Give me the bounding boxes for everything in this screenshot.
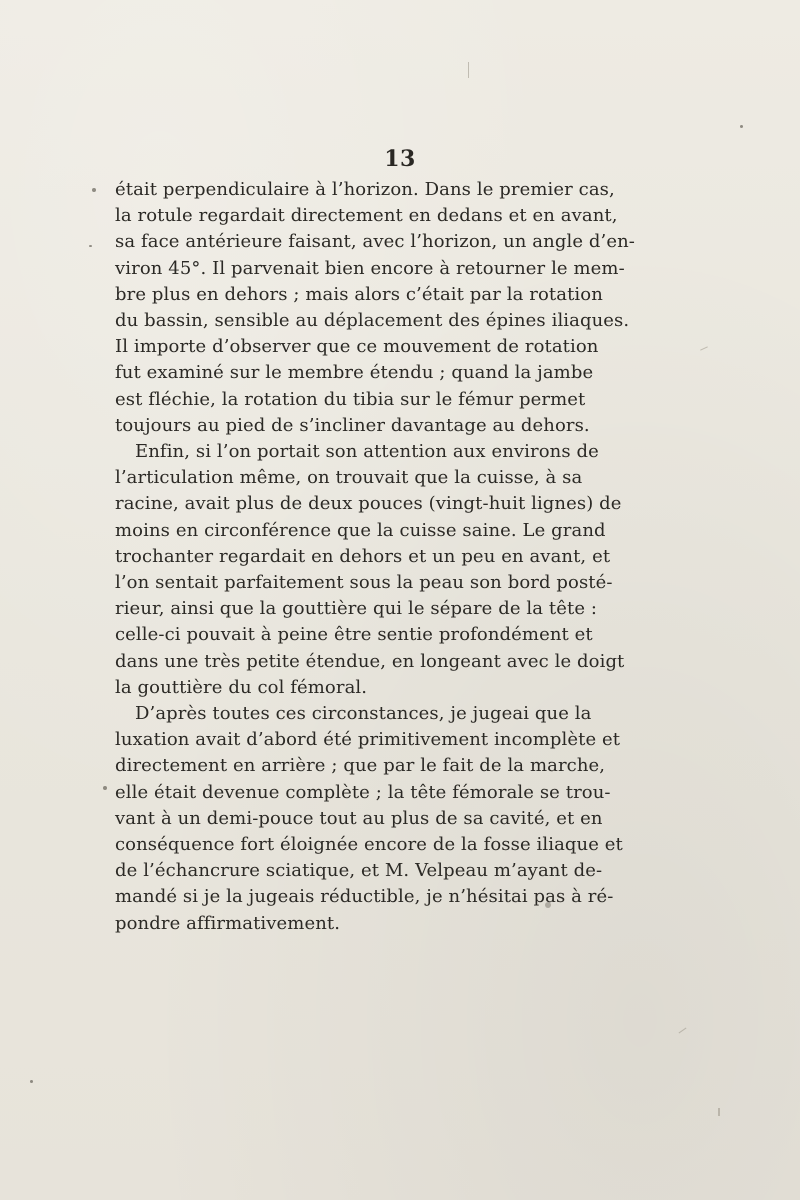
text-line: trochanter regardait en dehors et un peu en avant, et [115,545,611,567]
paper-scratch [718,1108,720,1116]
text-line: celle-ci pouvait à peine être sentie profondément et [115,624,593,646]
text-line: était perpendiculaire à l’horizon. Dans le premier cas, [115,179,615,200]
text-line: dans une très petite étendue, en longeant avec le doigt [115,650,625,672]
paper-speck [545,902,551,908]
paper-speck [103,786,107,790]
paper-scratch [700,346,708,350]
text-line: luxation avait d’abord été primitivement incomplète et [115,729,621,751]
text-line: la gouttière du col fémoral. [115,676,368,698]
text-line: bre plus en dehors ; mais alors c’était par la rotation [115,283,603,305]
paper-speck [740,125,743,128]
text-line: viron 45°. Il parvenait bien encore à retourner le mem- [115,257,625,279]
text-line: vant à un demi-pouce tout au plus de sa cavité, et en [115,807,603,829]
text-line: racine, avait plus de deux pouces (vingt-huit lignes) de [115,493,622,515]
text-line: pondre affirmativement. [115,912,341,934]
text-line: la rotule regardait directement en dedans et en avant, [115,205,618,227]
text-line: sa face antérieure faisant, avec l’horizon, un angle d’en- [115,231,635,253]
text-line: directement en arrière ; que par le fait de la marche, [115,755,606,777]
text-line: est fléchie, la rotation du tibia sur le fémur permet [115,388,586,410]
text-line: Il importe d’observer que ce mouvement de rotation [115,336,599,358]
text-line: de l’échancrure sciatique, et M. Velpeau m’ayant de- [115,860,603,882]
paper-speck [92,188,96,192]
text-line: Enfin, si l’on portait son attention aux environs de [135,441,599,462]
text-line: mandé si je la jugeais réductible, je n’hésitai pas à ré- [115,886,614,908]
text-line: conséquence fort éloignée encore de la fosse iliaque et [115,834,623,855]
paper-speck [30,1080,33,1083]
page-number: 13 [384,146,416,172]
text-line: elle était devenue complète ; la tête fémorale se trou- [115,781,611,803]
paper-speck [89,245,92,247]
text-line: rieur, ainsi que la gouttière qui le sépare de la tête : [115,598,598,620]
paper-scratch [679,1028,687,1034]
text-line: l’articulation même, on trouvait que la cuisse, à sa [115,467,583,489]
text-line: fut examiné sur le membre étendu ; quand la jambe [115,362,594,384]
text-line: toujours au pied de s’incliner davantage au dehors. [115,414,590,436]
text-line: l’on sentait parfaitement sous la peau son bord posté- [115,572,613,593]
body-text [115,178,635,968]
text-line: D’après toutes ces circonstances, je jugeai que la [135,703,592,724]
text-line: du bassin, sensible au déplacement des épines iliaques. [115,310,630,331]
paper-scratch [468,62,469,78]
text-line: moins en circonférence que la cuisse saine. Le grand [115,519,606,541]
